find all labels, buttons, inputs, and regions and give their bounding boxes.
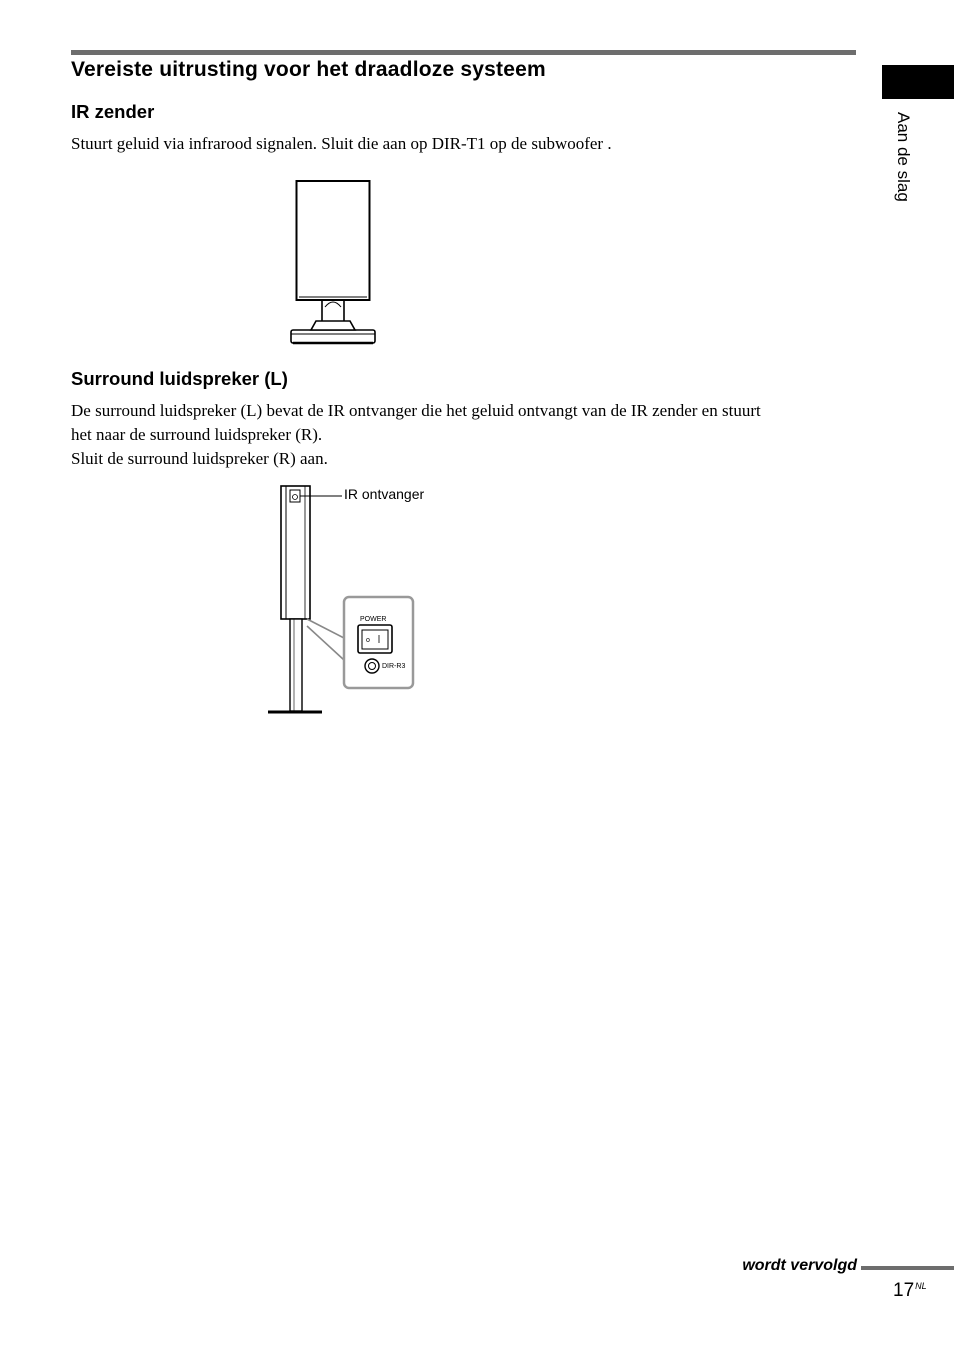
section-tab-marker bbox=[882, 65, 954, 99]
paragraph: Stuurt geluid via infrarood signalen. Sluit die aan op DIR-T1 op de subwoofer . bbox=[71, 134, 612, 153]
paragraph: het naar de surround luidspreker (R). bbox=[71, 425, 323, 444]
page-number-suffix: NL bbox=[915, 1280, 927, 1291]
power-switch-label: POWER bbox=[360, 616, 387, 623]
paragraph: De surround luidspreker (L) bevat de IR ontvanger die het geluid ontvangt van de IR zender en stuurt bbox=[71, 401, 761, 420]
continued-rule bbox=[861, 1266, 954, 1270]
paragraph: Sluit de surround luidspreker (R) aan. bbox=[71, 449, 328, 468]
page-number-value: 17 bbox=[893, 1280, 915, 1301]
dir-r3-jack-label: DIR-R3 bbox=[382, 663, 406, 670]
svg-text:o: o bbox=[366, 637, 370, 644]
section-heading-ir-zender: IR zender bbox=[71, 101, 155, 122]
surround-speaker-illustration bbox=[260, 480, 430, 720]
page-number bbox=[893, 1280, 927, 1302]
continued-label: wordt vervolgd bbox=[742, 1257, 857, 1274]
section-tab-label: Aan de slag bbox=[894, 112, 913, 202]
section-heading-surround-speaker: Surround luidspreker (L) bbox=[71, 368, 288, 389]
ir-transmitter-illustration bbox=[285, 175, 385, 350]
top-rule bbox=[71, 50, 856, 55]
ir-receiver-callout: IR ontvanger bbox=[344, 486, 425, 502]
page-title: Vereiste uitrusting voor het draadloze systeem bbox=[71, 58, 546, 81]
